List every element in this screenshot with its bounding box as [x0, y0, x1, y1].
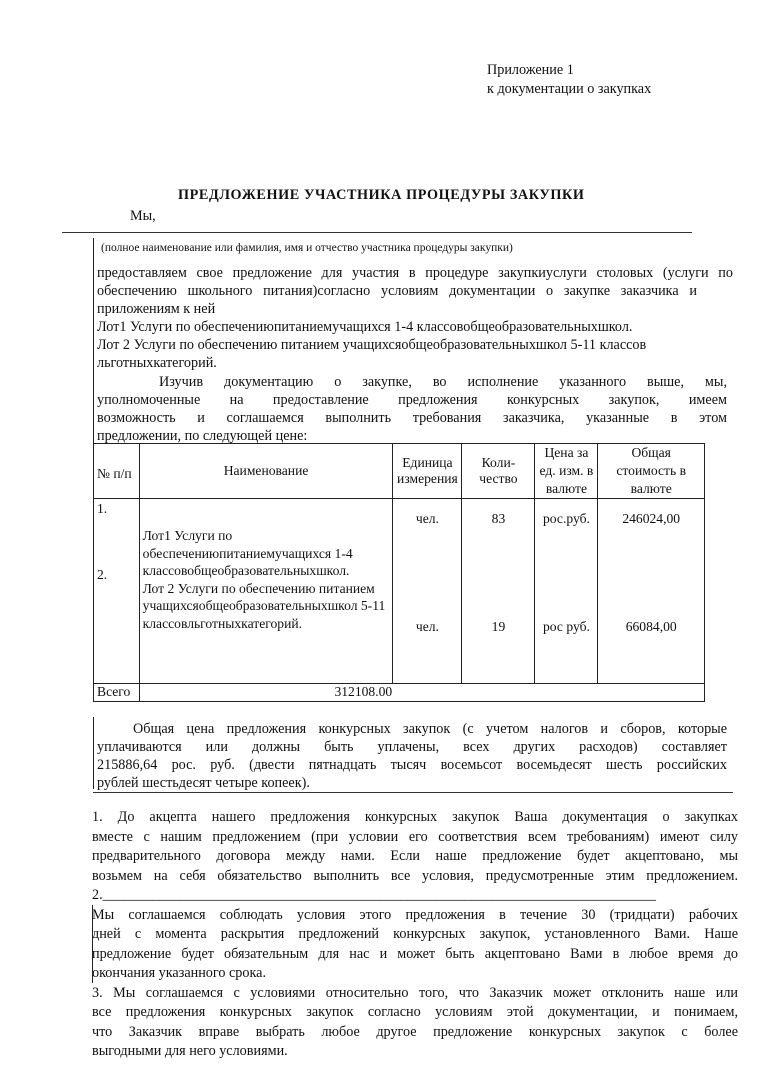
header-num: № п/п — [94, 444, 140, 499]
intro-line: обеспечению школьного питания)согласно условиям документации о закупке заказчика и — [97, 283, 697, 299]
clause-line: 3. Мы соглашаемся с условиями относительно того, что Заказчик может отклонить наше или — [92, 984, 738, 1001]
studied-paragraph — [97, 373, 727, 445]
left-border-rule-2 — [93, 717, 94, 789]
left-border-rule-3 — [92, 905, 93, 983]
header-qty: Коли- чество — [462, 444, 535, 499]
annex-subtitle: к документации о закупках — [487, 81, 652, 97]
total-price-line: Общая цена предложения конкурсных закупок (с учетом налогов и сборов, которые — [133, 721, 727, 737]
clause-line: вместе с нашим предложением (при условии его соответствия всем требованиям) имеют силу — [92, 828, 738, 845]
total-value: 312108.00 — [139, 684, 704, 702]
intro-line: предоставляем свое предложение для участия в процедуре закупкиуслуги столовых (услуги по — [97, 265, 733, 281]
clause-line: выгодными для него условиями. — [92, 1043, 288, 1059]
total-price-line: 215886,64 рос. руб. (двести пятнадцать тысяч восемьсот восемьдесят шесть российских — [97, 757, 727, 773]
row-qtys — [462, 499, 535, 684]
studied-line: уполномоченные на предоставление предложения конкурсных закупок, имеем — [97, 392, 727, 408]
clause-line: все предложения конкурсных закупок согласно условиям этой документации, и понимаем, — [92, 1004, 738, 1020]
total-label: Всего — [94, 684, 140, 702]
table-total-row — [94, 684, 705, 702]
total-price-paragraph — [97, 720, 727, 792]
clause-line: дней с момента раскрытия предложений конкурсных закупок, установленного Вами. Наше — [92, 926, 738, 942]
intro-line: Лот1 Услуги по обеспечениюпитаниемучащихся 1-4 классовобщеобразовательныхшкол. — [97, 319, 633, 335]
clause-line: 1. До акцепта нашего предложения конкурсных закупок Ваша документация о закупках — [92, 809, 738, 825]
header-price: Цена за ед. изм. в валюте — [535, 444, 598, 499]
table-header-row — [94, 444, 705, 499]
clauses-section — [92, 808, 738, 1062]
price-table — [93, 443, 705, 702]
row-prices — [535, 499, 598, 684]
header-total: Общая стоимость в валюте — [598, 444, 705, 499]
row-total: 66084,00 — [625, 619, 677, 634]
header-unit: Единица измерения — [393, 444, 462, 499]
row-units — [393, 499, 462, 684]
studied-line: Изучив документацию о закупке, во исполнение указанного выше, мы, — [159, 374, 727, 390]
row-names — [139, 499, 393, 684]
row-num: 1. — [97, 501, 108, 516]
row-name: Лот1 Услуги по обеспечениюпитаниемучащихся 1-4 классовобщеобразовательныхшкол. — [142, 528, 353, 578]
row-price: рос.руб. — [542, 511, 590, 526]
clause-line: окончания указанного срока. — [92, 965, 267, 981]
row-unit: чел. — [415, 511, 439, 526]
section-divider — [93, 792, 733, 793]
intro-paragraph — [97, 264, 733, 372]
clause-line: предварительного договора между нами. Если наше предложение будет акцептовано, мы — [92, 848, 738, 864]
row-total: 246024,00 — [622, 511, 681, 526]
row-qty: 19 — [491, 619, 506, 634]
studied-line: возможность и соглашаемся выполнить требования заказчика, указанные в этом — [97, 410, 727, 426]
row-price: рос руб. — [542, 619, 590, 634]
table-row — [94, 499, 705, 684]
header-name: Наименование — [139, 444, 393, 499]
row-name: Лот 2 Услуги по обеспечению питанием учащихсяобщеобразовательныхшкол 5-11 классовльготныхкатегорий. — [142, 580, 386, 631]
intro-line: льготныхкатегорий. — [97, 355, 217, 371]
annex-label: Приложение 1 — [487, 62, 574, 78]
row-unit: чел. — [415, 619, 439, 634]
we-label: Мы, — [130, 208, 156, 224]
total-price-line: рублей шестьдесят четыре копеек). — [97, 775, 310, 791]
row-num: 2. — [97, 567, 108, 582]
intro-line: Лот 2 Услуги по обеспечению питанием учащихсяобщеобразовательныхшкол 5-11 классов — [97, 337, 647, 353]
clause-line: предложение будет обязательным для нас и может быть акцептовано Вами в любое время до — [92, 945, 738, 962]
clause-line: возьмем на себя обязательство выполнить все условия, предусмотренные этим предложением. — [92, 867, 738, 884]
studied-line: предложении, по следующей цене: — [97, 428, 308, 444]
participant-caption: (полное наименование или фамилия, имя и отчество участника процедуры закупки) — [101, 242, 513, 254]
document-title: ПРЕДЛОЖЕНИЕ УЧАСТНИКА ПРОЦЕДУРЫ ЗАКУПКИ — [178, 187, 585, 203]
clause-line: 2.______________________________________________________________________________ — [92, 887, 656, 903]
row-totals — [598, 499, 705, 684]
clause-line: что Заказчик вправе выбрать любое другое предложение конкурсных закупок с более — [92, 1023, 738, 1040]
total-price-line: уплачиваются или должны быть уплачены, всех других расходов) составляет — [97, 739, 727, 755]
clause-line: Мы соглашаемся соблюдать условия этого предложения в течение 30 (тридцати) рабочих — [92, 906, 738, 923]
participant-fill-line — [62, 232, 692, 233]
intro-line: приложениям к ней — [97, 301, 216, 317]
row-nums — [94, 499, 140, 684]
row-qty: 83 — [491, 511, 506, 526]
